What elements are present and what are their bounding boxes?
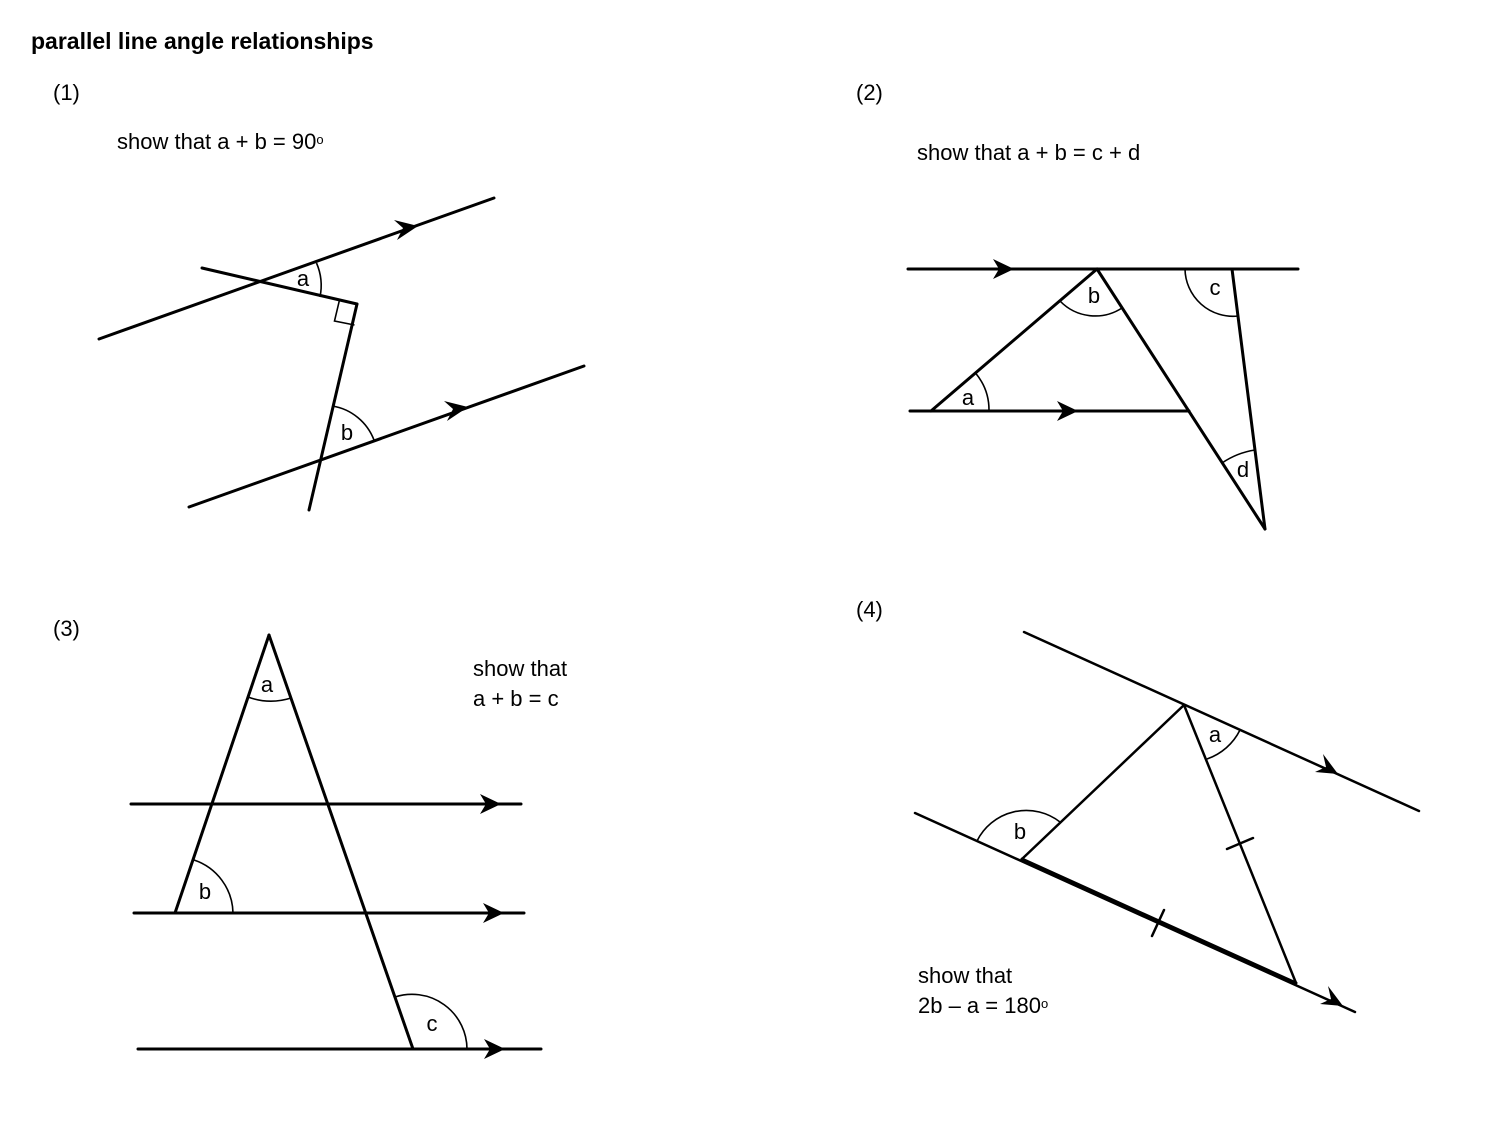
problem-3-number: (3) (53, 616, 80, 641)
diagram-4 (915, 632, 1419, 1012)
angle-label-a: a (961, 385, 975, 410)
transversal-segment (309, 304, 357, 510)
problem-2-task: show that a + b = c + d (917, 140, 1141, 165)
angle-label-a: a (260, 672, 274, 697)
angle-label-c: c (1209, 275, 1221, 300)
problem-4-task-line-1: show that (918, 963, 1013, 988)
equal-length-tick (1227, 838, 1253, 849)
angle-label-b: b (198, 879, 212, 904)
parallel-arrow-icon (1315, 754, 1338, 774)
angle-label-b: b (1013, 819, 1027, 844)
problem-1-number: (1) (53, 80, 80, 105)
problem-3-task-line-1: show that (473, 656, 568, 681)
triangle-side (1232, 269, 1265, 529)
problem-1-task-text: show that a + b = 90 (117, 129, 317, 154)
triangle-side (931, 269, 1097, 411)
degree-symbol: o (316, 132, 324, 147)
parallel-arrow-icon (1320, 986, 1343, 1006)
problem-4-number: (4) (856, 597, 883, 622)
transversal-left (175, 635, 269, 913)
diagram-3 (131, 635, 541, 1059)
angle-label-a: a (296, 266, 310, 291)
problem-3-task-line-2: a + b = c (473, 686, 559, 711)
problem-4-task-line-2: $2b - a = 180^o$ (918, 993, 1049, 1018)
parallel-arrow-icon (444, 401, 468, 421)
angle-arc-a (317, 263, 322, 297)
parallel-line-lower (189, 366, 584, 507)
problem-2-number: (2) (856, 80, 883, 105)
parallel-line-upper (1024, 632, 1419, 811)
degree-symbol: o (1040, 996, 1049, 1011)
angle-arc-a (976, 373, 990, 411)
parallel-arrow-icon (394, 220, 418, 240)
parallel-line-lower (915, 813, 1355, 1012)
angle-arc-a (248, 697, 291, 701)
angle-label-c: c (426, 1011, 438, 1036)
diagram-1 (99, 198, 584, 510)
angle-label-d: d (1236, 457, 1250, 482)
angle-arc-b (333, 406, 375, 440)
triangle-side (1097, 269, 1265, 529)
triangle-side (1022, 705, 1184, 859)
page-title: parallel line angle relationships (31, 28, 374, 54)
angle-label-b: b (1087, 283, 1101, 308)
angle-label-a: a (1208, 722, 1222, 747)
angle-label-b: b (340, 420, 354, 445)
diagram-2 (908, 259, 1298, 529)
transversal-right (269, 635, 413, 1049)
